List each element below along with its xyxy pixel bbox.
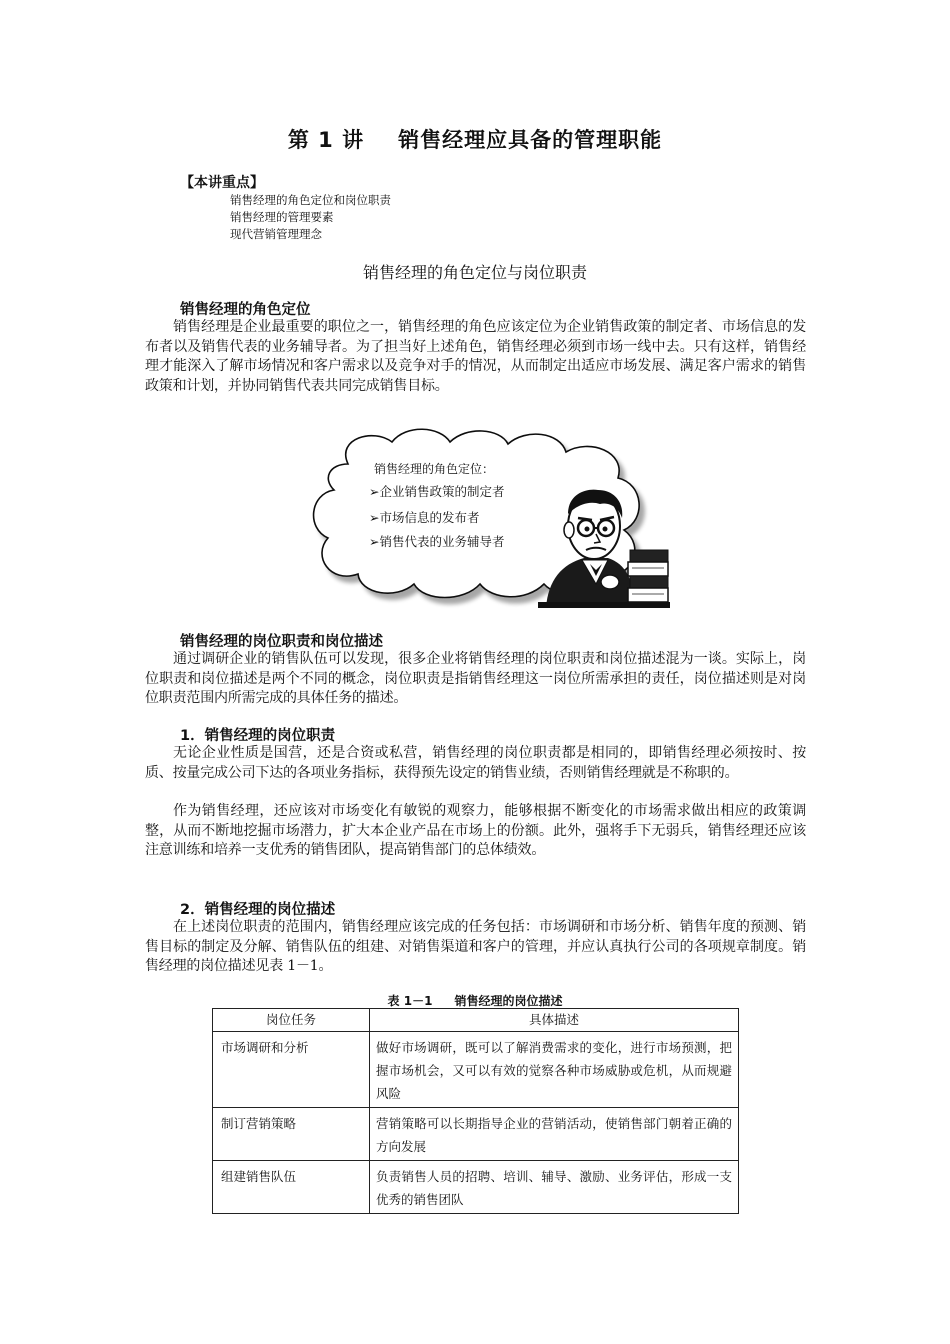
- lecture-number: 第 1 讲: [287, 128, 365, 152]
- manager-with-books-illustration: [538, 484, 670, 608]
- table-row: [213, 1161, 739, 1214]
- table-number: 表 1－1: [387, 994, 433, 1008]
- key-points: [180, 172, 391, 243]
- description-cell: 做好市场调研，既可以了解消费需求的变化，进行市场预测，把握市场机会，又可以有效的觉察各种市场威胁或危机，从而规避风险: [370, 1032, 739, 1108]
- lecture-name: 销售经理应具备的管理职能: [398, 128, 663, 152]
- section-heading: 销售经理的角色定位与岗位职责: [362, 263, 587, 282]
- cloud-item: ➢市场信息的发布者: [369, 510, 480, 525]
- duty-desc-paragraph: 通过调研企业的销售队伍可以发现，很多企业将销售经理的岗位职责和岗位描述混为一谈。实际上，岗位职责和岗位描述是两个不同的概念，岗位职责是指销售经理这一岗位所需承担的责任，岗位描述则是对岗位职责范围内所需完成的具体任务的描述。: [145, 651, 806, 706]
- task-cell: 制订营销策略: [213, 1108, 370, 1161]
- cloud-title: 销售经理的角色定位：: [374, 462, 495, 476]
- cloud-item: ➢销售代表的业务辅导者: [369, 534, 505, 549]
- key-points-heading: 【本讲重点】: [180, 175, 264, 191]
- table-title: 销售经理的岗位描述: [454, 994, 563, 1008]
- role-heading: 销售经理的角色定位: [180, 302, 311, 318]
- task-cell: 组建销售队伍: [213, 1161, 370, 1214]
- job-description-table: [212, 1008, 739, 1214]
- table-row: [213, 1108, 739, 1161]
- table-row: [213, 1032, 739, 1108]
- table-caption: [0, 992, 950, 1009]
- page-title: [0, 124, 950, 154]
- column-header: 具体描述: [370, 1009, 739, 1032]
- column-header: 岗位任务: [213, 1009, 370, 1032]
- duty-paragraph-1: 无论企业性质是国营，还是合资或私营，销售经理的岗位职责都是相同的，即销售经理必须按时、按质、按量完成公司下达的各项业务指标，获得预先设定的销售业绩，否则销售经理就是不称职的。: [145, 745, 806, 781]
- duty-heading: 1．销售经理的岗位职责: [180, 728, 336, 744]
- task-cell: 市场调研和分析: [213, 1032, 370, 1108]
- description-cell: 营销策略可以长期指导企业的营销活动，使销售部门朝着正确的方向发展: [370, 1108, 739, 1161]
- description-cell: 负责销售人员的招聘、培训、辅导、激励、业务评估，形成一支优秀的销售团队: [370, 1161, 739, 1214]
- key-point-item: 现代营销管理理念: [230, 227, 322, 241]
- desc-heading: 2．销售经理的岗位描述: [180, 902, 336, 918]
- key-point-item: 销售经理的管理要素: [230, 210, 334, 224]
- duty-paragraph-2: 作为销售经理，还应该对市场变化有敏锐的观察力，能够根据不断变化的市场需求做出相应的政策调整，从而不断地挖掘市场潜力，扩大本企业产品在市场上的份额。此外，强将手下无弱兵，销售经理还应该注意训练和培养一支优秀的销售团队，提高销售部门的总体绩效。: [145, 803, 806, 858]
- desc-paragraph: 在上述岗位职责的范围内，销售经理应该完成的任务包括：市场调研和市场分析、销售年度的预测、销售目标的制定及分解、销售队伍的组建、对销售渠道和客户的管理，并应认真执行公司的各项规章制度。销售经理的岗位描述见表 1－1。: [145, 919, 806, 974]
- duty-desc-heading: 销售经理的岗位职责和岗位描述: [180, 634, 383, 650]
- key-point-item: 销售经理的角色定位和岗位职责: [230, 193, 391, 207]
- cloud-item: ➢企业销售政策的制定者: [369, 484, 505, 499]
- role-paragraph: 销售经理是企业最重要的职位之一，销售经理的角色应该定位为企业销售政策的制定者、市场信息的发布者以及销售代表的业务辅导者。为了担当好上述角色，销售经理必须到市场一线中去。只有这样，销售经理才能深入了解市场情况和客户需求以及竞争对手的情况，从而制定出适应市场发展、满足客户需求的销售政策和计划，并协同销售代表共同完成销售目标。: [145, 319, 806, 394]
- table-header-row: [213, 1009, 739, 1032]
